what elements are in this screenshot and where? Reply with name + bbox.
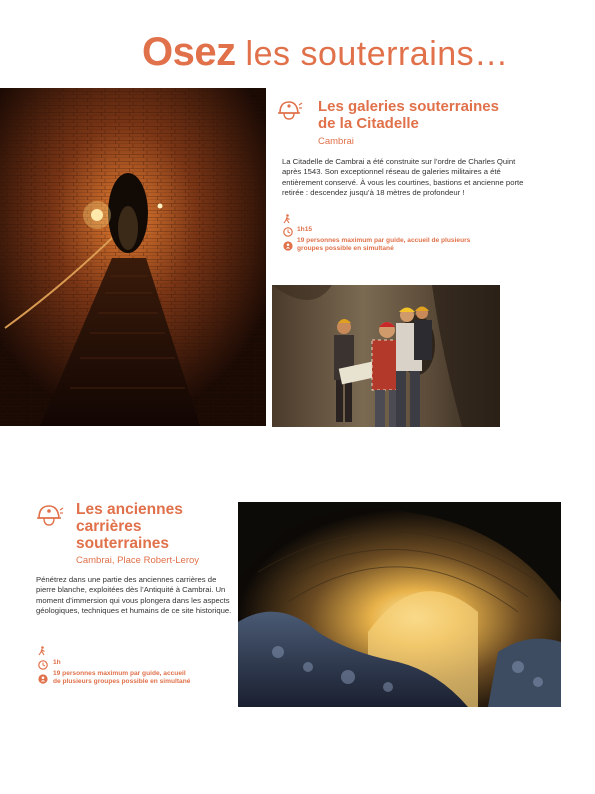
page-title <box>142 30 582 75</box>
section2-heading-line2: carrières <box>76 518 142 536</box>
section2-capacity-line2: de plusieurs groupes possible en simultané <box>53 678 191 686</box>
page-title-bold: Osez <box>142 30 236 74</box>
section1-capacity-line1: 19 personnes maximum par guide, accueil de plusieurs <box>297 237 471 244</box>
section1-heading <box>318 99 588 132</box>
section2-heading-line3: souterraines <box>76 535 170 553</box>
section1-location: Cambrai <box>318 136 354 147</box>
helmet-icon <box>277 98 303 122</box>
section2-heading-line1: Les anciennes <box>76 501 183 518</box>
staircase-tunnel-photo <box>0 88 266 426</box>
section2-location: Cambrai, Place Robert-Leroy <box>76 555 200 566</box>
section1-duration: 1h15 <box>297 226 313 233</box>
group-icon <box>38 671 48 689</box>
helmet-icon <box>36 502 64 528</box>
section2-description: Pénétrez dans une partie des anciennes carrières de pierre blanche, exploitées dès l’Antiquité à Cambrai. Un moment d’immersion qui vous plongera dans les aspects géologiques, techniques et humains de ce site historique. <box>36 575 232 616</box>
section1-heading-line2: de la Citadelle <box>318 114 419 132</box>
section1-heading-line1: Les galeries souterraines <box>318 98 499 115</box>
visitors-gallery-photo <box>272 285 500 427</box>
section2-heading <box>76 501 236 552</box>
section2-duration: 1h <box>53 659 61 666</box>
section1-capacity-line2: groupes possible en simultané <box>297 245 394 253</box>
quarry-vault-photo <box>238 502 561 707</box>
section1-capacity <box>297 237 477 253</box>
section2-capacity <box>53 670 228 686</box>
section2-capacity-line1: 19 personnes maximum par guide, accueil <box>53 670 186 677</box>
page-title-rest: les souterrains… <box>235 35 509 73</box>
group-icon <box>283 238 293 256</box>
section1-description: La Citadelle de Cambrai a été construite sur l’ordre de Charles Quint après 1543. Son exceptionnel réseau de galeries militaires a été entièrement conservé. À vous les courtines, bastions et ancienne porte retirée : descendez jusqu’à 18 mètres de profondeur ! <box>282 157 524 198</box>
